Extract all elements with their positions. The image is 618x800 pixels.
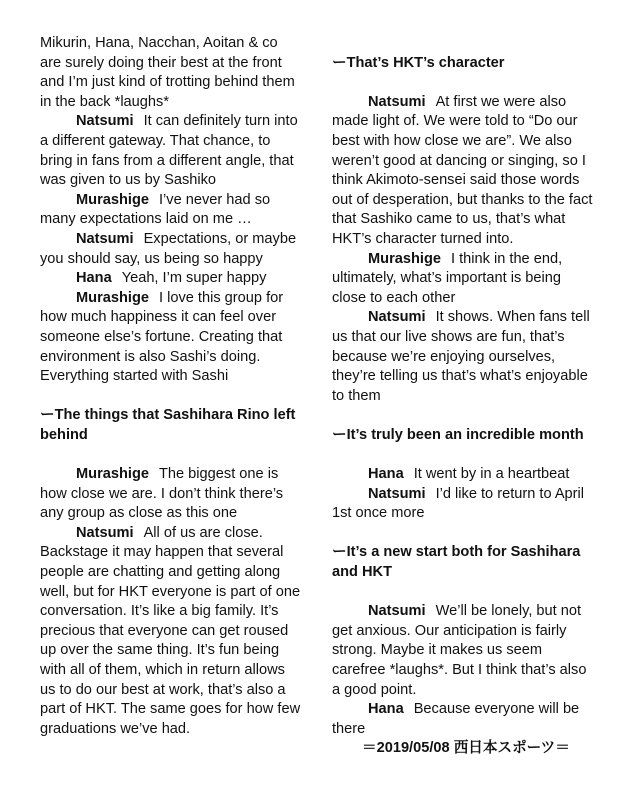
paragraph-spacer	[332, 73, 594, 93]
dialogue-line	[40, 230, 302, 269]
source-citation: ＝2019/05/08 西日本スポーツ＝	[362, 740, 570, 757]
speaker-name: Natsumi	[76, 230, 134, 247]
speaker-name: Murashige	[76, 191, 149, 208]
dialogue-text: I love this group for how much happiness it can feel over someone else’s fortune. Creating that environment is also Sashi’s doing. Everything started with Sashi	[40, 289, 284, 385]
dialogue-text: The biggest one is how close we are. I don’t think there’s any group as close as this one	[40, 466, 284, 522]
section-heading: ーIt’s truly been an incredible month	[332, 426, 584, 443]
section-heading: ーThat’s HKT’s character	[332, 54, 505, 71]
section-heading: ーThe things that Sashihara Rino left behind	[40, 407, 296, 443]
dialogue-line	[40, 269, 302, 289]
dialogue-line	[332, 93, 594, 250]
paragraph-spacer	[332, 524, 594, 544]
dialogue-text: Expectations, or maybe you should say, us being so happy	[40, 230, 297, 267]
dialogue-text: At first we were also made light of. We were told to “Do our best with how close we are”. We also weren’t good at dancing or singing, so I think Akimoto-sensei said those words out of desperation, but thanks to the fact that Sashiko came to us, that’s what HKT’s character turned into.	[332, 93, 593, 247]
section-heading: ーIt’s a new start both for Sashihara and HKT	[332, 544, 581, 581]
dialogue-line	[40, 524, 302, 740]
speaker-name: Natsumi	[76, 524, 134, 541]
body-paragraph: Mikurin, Hana, Nacchan, Aoitan & co are surely doing their best at the front and I’m just kind of trotting behind them in the back *laughs*	[40, 35, 295, 110]
speaker-name: Murashige	[368, 250, 441, 267]
speaker-name: Natsumi	[368, 93, 426, 110]
speaker-name: Natsumi	[76, 113, 134, 130]
dialogue-text: I think in the end, ultimately, what’s important is being close to each other	[332, 250, 563, 306]
paragraph-spacer	[332, 445, 594, 465]
dialogue-line	[332, 250, 594, 309]
dialogue-text: Because everyone will be there	[332, 701, 580, 737]
dialogue-line	[332, 465, 594, 485]
paragraph-spacer	[332, 583, 594, 603]
right-column	[332, 34, 594, 759]
dialogue-line	[332, 700, 594, 739]
speaker-name: Natsumi	[368, 309, 426, 326]
speaker-name: Murashige	[76, 466, 149, 483]
speaker-name: Murashige	[76, 289, 149, 306]
speaker-name: Natsumi	[368, 603, 426, 620]
dialogue-line	[332, 602, 594, 700]
dialogue-text: Yeah, I’m super happy	[121, 270, 267, 287]
left-column	[40, 34, 302, 739]
dialogue-text: We’ll be lonely, but not get anxious. Our anticipation is fairly strong. Maybe it makes us seem carefree *laughs*. But I think that’s also a good point.	[332, 603, 587, 698]
speaker-name: Hana	[76, 270, 112, 287]
dialogue-text: I’d like to return to April 1st once more	[332, 485, 585, 522]
speaker-name: Hana	[368, 466, 404, 483]
dialogue-text: I’ve never had so many expectations laid on me …	[40, 191, 271, 228]
speaker-name: Natsumi	[368, 485, 426, 502]
dialogue-text: All of us are close. Backstage it may happen that several people are chatting and getting along well, but for HKT everyone is part of one conversation. It’s like a big family. It’s precious that everyone can get roused up over the same thing. It’s fun being with all of them, which in return allows us to do our best at work, that’s also a part of HKT. The same goes for how few graduations we’ve had.	[40, 524, 301, 737]
dialogue-line	[332, 308, 594, 406]
dialogue-line	[40, 289, 302, 387]
paragraph-spacer	[40, 445, 302, 465]
dialogue-text: It shows. When fans tell us that our live shows are fun, that’s because we’re enjoying ourselves, they’re telling us that’s what’s enjoyable to them	[332, 309, 590, 404]
dialogue-text: It went by in a heartbeat	[413, 466, 570, 483]
dialogue-line	[40, 191, 302, 230]
dialogue-text: It can definitely turn into a different gateway. That chance, to bring in fans from a different angle, that was given to us by Sashiko	[40, 113, 298, 189]
dialogue-line	[40, 112, 302, 190]
speaker-name: Hana	[368, 701, 404, 718]
paragraph-spacer	[332, 34, 594, 54]
paragraph-spacer	[40, 387, 302, 407]
paragraph-spacer	[332, 406, 594, 426]
dialogue-line	[332, 485, 594, 524]
dialogue-line	[40, 465, 302, 524]
